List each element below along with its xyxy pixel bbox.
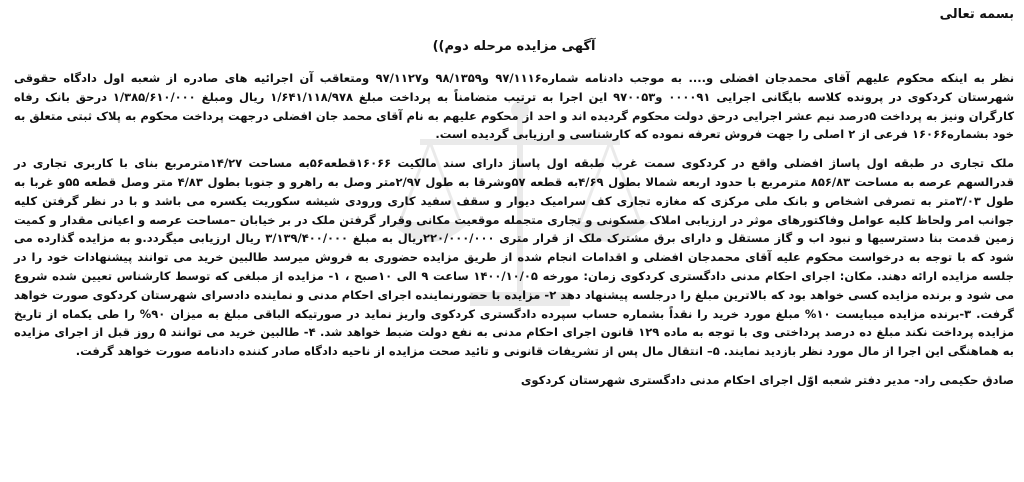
case-summary-paragraph: نظر به اینکه محکوم علیهم آقای محمدجان افضلی و.... به موجب دادنامه شماره۹۷/۱۱۱۶ و۹۸/۱۳۵۹ و۹۷/۱۱۲۷ ومتعاقب آن اجرائیه های صادره از شعبه اول دادگاه حقوقی شهرستان کردکوی در پرونده کلاسه بایگانی اجرایی ۰۰۰۰۹۱ و۹۷۰۰۵۳ این اجرا به ترتیب متضامناً به پرداخت مبلغ ۱/۶۴۱/۱۱۸/۹۷۸ ریال ومبلغ ۱/۳۸۵/۶۱۰/۰۰۰ درحق بانک رفاه کارگران ونیز به پرداخت ۵درصد نیم عشر اجرایی درحق دولت محکوم گردیده اند و احد از محکوم علیهم به نام آقای محمد جان افضلی درجهت پرداخت محکوم به پلاک ثبتی متعلق به خود بشماره۱۶۰۶۶ فرعی از ۲ اصلی را جهت فروش تعرفه نموده که کارشناسی و ارزیابی گردیده است. — [14, 71, 1015, 142]
document-title: بسمه تعالی — [939, 7, 1014, 22]
notice-heading: آگهی مزایده مرحله دوم)) — [432, 39, 596, 54]
signature-line: صادق حکیمی راد- مدیر دفتر شعبه اوّل اجرای احکام مدنی دادگستری شهرستان کردکوی — [520, 372, 1014, 387]
property-details-paragraph: ملک تجاری در طبقه اول پاساژ افضلی واقع در کردکوی سمت غرب طبقه اول پاساژ دارای سند مالکیت ۱۶۰۶۶قطعه۵۶به مساحت ۱۴/۲۷مترمربع بنای با کاربری تجاری در قدرالسهم عرصه به مساحت ۸۵۶/۸۳ مترمربع با حدود اربعه شمالا بطول ۴/۶۹به قطعه ۵۷وشرقا به طول ۲/۹۷متر وصل به راهرو و جنوبا بطول ۴/۸۳ متر وصل قطعه ۵۵و غربا به طول ۳/۰۳متر به تصرفی اشخاص و بانک ملی مرکزی که مغازه تجاری کف سرامیک دیوار و سقف سفید کاری ورودی شیشه سکوریت یکسره می باشد و با در نظر گرفتن کلیه جوانب امر ولحاظ کلیه عوامل وفاکتورهای موثر در ارزیابی املاک مسکونی و تجاری متجمله موقعیت مکانی وقرار گرفتن ملک در بر خیابان –مساحت عرصه و اعیانی مقدار و کمیت زمین قدمت بنا دسترسیها و نبود اب و گاز مستقل و دارای برق مشترک ملک از قرار متری ۲۲۰/۰۰۰/۰۰۰ریال به مبلغ ۳/۱۳۹/۴۰۰/۰۰۰ ریال ارزیابی میگردد.و به مزایده گذارده می شود که با توجه به درخواست محکوم علیه آقای محمدجان افضلی و اقدامات انجام شده از طریق مزایده حضوری به فروش میرسد طالبین خرید می توانند پیشنهادات خود را در جلسه مزایده ارائه دهند. مکان: اجرای احکام مدنی دادگستری کردکوی زمان: مورخه ۱۴۰۰/۱۰/۰۵ ساعت ۹ الی ۱۰صبح ، ۱- مزایده از مبلغی که توسط کارشناس تعیین شده شروع می شود و برنده مزایده کسی خواهد بود که بالاترین مبلغ را درجلسه پیشنهاد دهد ۲- مزایده با حضورنماینده اجرای احکام مدنی و نماینده دادسرای شهرستان کردکوی صورت خواهد گرفت. ۳-برنده مزایده میبایست ۱۰% مبلغ مورد خرید را نقداً بشماره حساب سپرده دادگستری کردکوی واریز نماید در صورتیکه الباقی مبلغ به میزان ۹۰% را طی یکماه از تاریخ مزایده پرداخت نکند مبلغ ده درصد پرداختی وی با توجه به ماده ۱۲۹ قانون اجرای احکام مدنی به نفع دولت ضبط خواهد شد. ۴- طالبین خرید می توانند ۵ روز قبل از اجرای مزایده به هماهنگی این اجرا از مال مورد نظر بازدید نمایند. ۵– انتقال مال پس از تشریفات قانونی و تائید صحت مزایده از ناحیه دادگاه صادر کننده دادنامه صورت خواهد گرفت. — [14, 156, 1015, 359]
